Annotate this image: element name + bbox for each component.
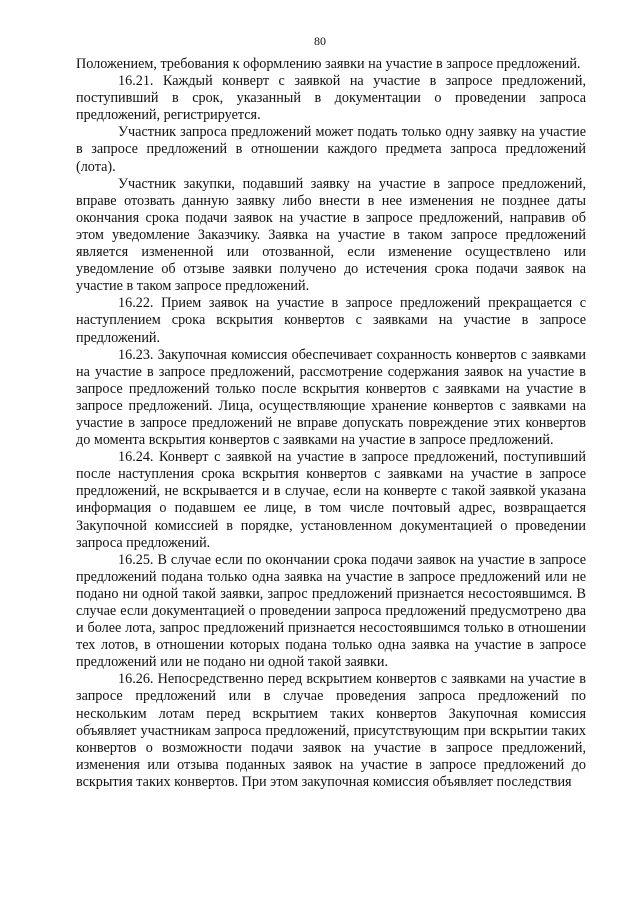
paragraph-continuation: Положением, требования к оформлению заявки на участие в запросе предложений.	[76, 56, 581, 72]
paragraph-withdrawal: Участник закупки, подавший заявку на участие в запросе предложений, вправе отозвать данную заявку либо внести в нее изменения не позднее даты окончания срока подачи заявок на участие в запросе предложений, направив об этом уведомление Заказчику. Заявка на участие в таком запросе предложений является измененной или отозванной, если изменение осуществлено или уведомление об отзыве заявки получено до истечения срока подачи заявок на участие в таком запросе предложений.	[76, 175, 586, 295]
page-number: 80	[314, 34, 326, 48]
paragraph-16-25: 16.25. В случае если по окончании срока подачи заявок на участие в запросе предложений подана только одна заявка на участие в запросе предложений или не подано ни одной такой заявки, запрос предложений признается несостоявшимся. В случае если документацией о проведении запроса предложений предусмотрено два и более лота, запрос предложений признается несостоявшимся только в отношении тех лотов, в отношении которых подана только одна заявка на участие в запросе предложений или не подано ни одной такой заявки.	[76, 551, 586, 671]
paragraph-16-21: 16.21. Каждый конверт с заявкой на участие в запросе предложений, поступивший в срок, указанный в документации о проведении запроса предложений, регистрируется.	[76, 73, 586, 124]
paragraph-single-application: Участник запроса предложений может подать только одну заявку на участие в запросе предложений в отношении каждого предмета запроса предложений (лота).	[76, 124, 586, 175]
paragraph-16-22: 16.22. Прием заявок на участие в запросе предложений прекращается с наступлением срока вскрытия конвертов с заявками на участие в запросе предложений.	[76, 295, 586, 346]
paragraph-16-26: 16.26. Непосредственно перед вскрытием конвертов с заявками на участие в запросе предложений или в случае проведения запроса предложений по нескольким лотам перед вскрытием таких конвертов Закупочная комиссия объявляет участникам запроса предложений, присутствующим при вскрытии таких конвертов о возможности подачи заявок на участие в запросе предложений, изменения или отзыва поданных заявок на участие в запросе предложений до вскрытия таких конвертов. При этом закупочная комиссия объявляет последствия	[76, 671, 586, 790]
paragraph-16-24: 16.24. Конверт с заявкой на участие в запросе предложений, поступивший после наступления срока вскрытия конвертов с заявками на участие в запросе предложений, не вскрывается и в случае, если на конверте с такой заявкой указана информация о подавшем ее лице, в том числе почтовый адрес, возвращается Закупочной комиссией в порядке, установленном документацией о проведении запроса предложений.	[76, 449, 586, 551]
document-body	[76, 56, 586, 791]
paragraph-16-23: 16.23. Закупочная комиссия обеспечивает сохранность конвертов с заявками на участие в запросе предложений, рассмотрение содержания заявок на участие в запросе предложений только после вскрытия конвертов с заявками на участие в запросе предложений. Лица, осуществляющие хранение конвертов с заявками на участие в запросе предложений не вправе допускать повреждение этих конвертов до момента вскрытия конвертов с заявками на участие в запросе предложений.	[76, 346, 586, 449]
